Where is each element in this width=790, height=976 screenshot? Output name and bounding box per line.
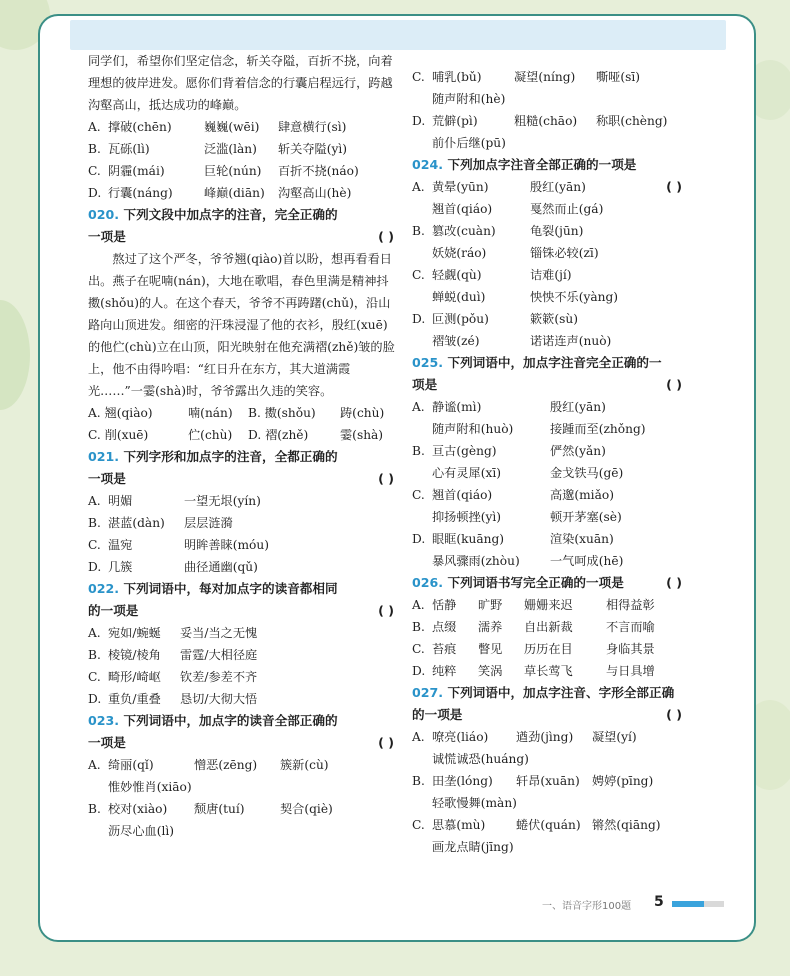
right-column (412, 66, 684, 858)
option-item: 旷野 (478, 598, 503, 612)
option-item: 殷红(yān) (530, 180, 586, 194)
option-item: 龟裂(jūn) (530, 224, 584, 238)
question-number: 025. (412, 355, 444, 370)
option-item: 田垄(lóng) (432, 774, 493, 788)
option-item: 泛滥(làn) (204, 142, 257, 156)
option-row (412, 836, 684, 858)
option-item: 黄晕(yūn) (432, 180, 489, 194)
option-row (412, 726, 684, 748)
option-item: 高邈(miǎo) (550, 488, 614, 502)
option-item: 笑涡 (478, 664, 503, 678)
option-item: 静谧(mì) (432, 400, 482, 414)
option-letter: D. (88, 560, 102, 574)
option-item: C. 削(xuē) (88, 428, 149, 442)
option-row (412, 770, 684, 792)
option-row (412, 506, 684, 528)
question-024 (412, 154, 684, 176)
option-row (88, 798, 396, 820)
option-letter: D. (412, 312, 426, 326)
option-item: 一望无垠(yín) (184, 494, 261, 508)
answer-blank: ( ) (378, 603, 394, 618)
option-item: 轻歌慢舞(màn) (432, 796, 517, 810)
option-row (412, 814, 684, 836)
option-letter: A. (412, 180, 425, 194)
option-item: 湛蓝(dàn) (108, 516, 165, 530)
option-item: 遒劲(jìng) (516, 730, 574, 744)
question-text: 下列加点字注音全部正确的一项是 (447, 157, 637, 172)
option-item: 嘹亮(liáo) (432, 730, 489, 744)
option-row (412, 308, 684, 330)
option-item: 妖娆(ráo) (432, 246, 487, 260)
option-item: 喃(nán) (188, 406, 233, 420)
option-item: 重负/重叠 (108, 692, 161, 706)
option-row (412, 528, 684, 550)
option-item: 瞥见 (478, 642, 503, 656)
option-item: 锱铢必较(zī) (530, 246, 599, 260)
option-item: 层层涟漪 (184, 516, 233, 530)
option-item: 沥尽心血(lì) (108, 824, 175, 838)
option-item: 巍巍(wēi) (204, 120, 260, 134)
question-text: 项是 (412, 377, 438, 392)
option-item: 巨轮(nún) (204, 164, 262, 178)
option-row (88, 424, 396, 446)
option-item: 百折不挠(náo) (278, 164, 359, 178)
option-letter: B. (412, 620, 425, 634)
option-row (88, 776, 396, 798)
background-leaf-decoration (0, 300, 30, 410)
question-text: 的一项是 (412, 707, 463, 722)
option-item: 畸形/崎岖 (108, 670, 161, 684)
option-row (88, 160, 396, 182)
option-letter: D. (412, 532, 426, 546)
section-label: 一、语音字形100题 (542, 901, 632, 912)
option-item: 前仆后继(pū) (432, 136, 506, 150)
intro-paragraph: 同学们，希望你们坚定信念，斩关夺隘，百折不挠，向着理想的彼岸进发。愿你们背着信念的行囊启程远行，跨越沟壑高山，抵达成功的峰巅。 (88, 54, 393, 112)
question-number: 020. (88, 207, 120, 222)
question-026 (412, 572, 684, 594)
option-letter: C. (412, 818, 425, 832)
option-item: 霎(shà) (340, 428, 384, 442)
option-item: 轩昂(xuān) (516, 774, 580, 788)
option-row (88, 490, 396, 512)
option-row (412, 66, 684, 88)
question-020 (88, 204, 396, 226)
answer-blank: ( ) (666, 575, 682, 590)
question-text: 下列词语中，加点字注音完全正确的一 (447, 355, 662, 370)
option-item: 明眸善睐(móu) (184, 538, 270, 552)
option-letter: C. (412, 642, 425, 656)
option-item: 褶皱(zé) (432, 334, 480, 348)
option-letter: D. (88, 186, 102, 200)
option-item: 历历在目 (524, 642, 573, 656)
option-item: 曲径通幽(qǔ) (184, 560, 258, 574)
option-item: 粗糙(chāo) (514, 114, 578, 128)
option-row (412, 330, 684, 352)
option-row (412, 638, 684, 660)
option-item: 瓦砾(lì) (108, 142, 150, 156)
option-item: 凝望(yí) (592, 730, 637, 744)
option-item: 暴风骤雨(zhòu) (432, 554, 520, 568)
option-item: 画龙点睛(jīng) (432, 840, 514, 854)
option-item: 濡养 (478, 620, 503, 634)
question-number: 022. (88, 581, 120, 596)
option-item: 荒僻(pì) (432, 114, 478, 128)
option-item: 契合(qiè) (280, 802, 333, 816)
option-item: 戛然而止(gá) (530, 202, 604, 216)
question-025-cont (412, 374, 684, 396)
option-item: 簌簌(sù) (530, 312, 578, 326)
option-item: 金戈铁马(gē) (550, 466, 624, 480)
option-row (412, 264, 684, 286)
option-letter: D. (412, 114, 426, 128)
option-item: 锵然(qiāng) (592, 818, 661, 832)
option-row (88, 622, 396, 644)
option-row (88, 402, 396, 424)
option-item: 亘古(gèng) (432, 444, 497, 458)
option-item: 雷霆/大相径庭 (180, 648, 258, 662)
option-row (412, 748, 684, 770)
option-item: B. 擞(shǒu) (248, 406, 316, 420)
option-letter: A. (88, 626, 101, 640)
question-number: 026. (412, 575, 444, 590)
question-text: 下列词语书写完全正确的一项是 (447, 575, 624, 590)
option-item: 肆意横行(sì) (278, 120, 347, 134)
option-row (88, 754, 396, 776)
option-item: 身临其景 (606, 642, 655, 656)
question-025 (412, 352, 684, 374)
option-row (88, 512, 396, 534)
option-row (412, 418, 684, 440)
question-022-cont (88, 600, 396, 622)
option-row (412, 616, 684, 638)
option-row (88, 666, 396, 688)
option-item: 恬静 (432, 598, 457, 612)
option-item: 斩关夺隘(yì) (278, 142, 348, 156)
option-item: 顿开茅塞(sè) (550, 510, 622, 524)
option-item: 颓唐(tuí) (194, 802, 245, 816)
option-item: 翘首(qiáo) (432, 202, 493, 216)
option-letter: B. (88, 142, 101, 156)
option-item: 纯粹 (432, 664, 457, 678)
option-item: 翘首(qiáo) (432, 488, 493, 502)
question-020-cont (88, 226, 396, 248)
option-item: 钦差/参差不齐 (180, 670, 258, 684)
option-row (412, 792, 684, 814)
option-item: 草长莺飞 (524, 664, 573, 678)
option-row (88, 820, 396, 842)
option-item: 恳切/大彻大悟 (180, 692, 258, 706)
option-item: 绮丽(qǐ) (108, 758, 154, 772)
option-item: 称职(chèng) (596, 114, 668, 128)
option-item: 思慕(mù) (432, 818, 486, 832)
answer-blank: ( ) (666, 707, 682, 722)
question-text: 下列词语中，加点字的读音全部正确的 (123, 713, 338, 728)
option-row (88, 138, 396, 160)
option-row (88, 644, 396, 666)
option-item: 随声附和(huò) (432, 422, 514, 436)
option-item: 几簇 (108, 560, 133, 574)
option-letter: A. (412, 400, 425, 414)
option-letter: D. (88, 692, 102, 706)
option-item: 阴霾(mái) (108, 164, 165, 178)
option-item: 怏怏不乐(yàng) (530, 290, 619, 304)
question-027-cont (412, 704, 684, 726)
option-item: 踌(chù) (340, 406, 385, 420)
option-item: 校对(xiào) (108, 802, 168, 816)
question-text: 的一项是 (88, 603, 139, 618)
option-letter: B. (88, 516, 101, 530)
question-number: 023. (88, 713, 120, 728)
option-item: 惟妙惟肖(xiāo) (108, 780, 192, 794)
option-row (412, 550, 684, 572)
option-item: 抑扬顿挫(yì) (432, 510, 502, 524)
q020-passage: 熬过了这个严冬，爷爷翘(qiào)首以盼，想再看看日出。燕子在呢喃(nán)，大地在歌唱，春色里满是精神抖擞(shǒu)的人。在这个春天，爷爷不再踌躇(chǔ)，沿山路向山顶进发。细密的汗珠浸湿了他的衣衫，殷红(xuē)的他伫(chù)立在山顶，阳光映射在他充满褶(zhě)皱的脸上，他不由得吟唱：“红日升在东方，其大道满霞光……”一霎(shà)时，爷爷露出久违的笑容。 (88, 252, 395, 398)
option-row (412, 176, 684, 198)
option-row (412, 660, 684, 682)
option-letter: B. (88, 802, 101, 816)
option-item: 峰巅(diān) (204, 186, 265, 200)
option-row (412, 594, 684, 616)
question-number: 027. (412, 685, 444, 700)
option-item: 蜷伏(quán) (516, 818, 581, 832)
option-item: 轻觑(qù) (432, 268, 482, 282)
option-item: 不言而喻 (606, 620, 655, 634)
option-item: 娉婷(pīng) (592, 774, 654, 788)
header-band (70, 20, 726, 50)
option-item: 凝望(níng) (514, 70, 576, 84)
option-row (412, 440, 684, 462)
option-item: 沟壑高山(hè) (278, 186, 352, 200)
answer-blank: ( ) (378, 229, 394, 244)
q019-options (88, 116, 396, 204)
question-023-cont (88, 732, 396, 754)
option-item: D. 褶(zhě) (248, 428, 309, 442)
option-item: 诺诺连声(nuò) (530, 334, 612, 348)
question-027 (412, 682, 684, 704)
option-letter: A. (412, 730, 425, 744)
option-row (88, 182, 396, 204)
option-item: 心有灵犀(xī) (432, 466, 502, 480)
option-item: 相得益彰 (606, 598, 655, 612)
option-item: 眼眶(kuāng) (432, 532, 505, 546)
answer-blank: ( ) (666, 179, 682, 194)
option-letter: C. (88, 538, 101, 552)
question-text: 下列字形和加点字的注音，全都正确的 (123, 449, 338, 464)
option-item: 一气呵成(hē) (550, 554, 624, 568)
page-number: 5 (654, 894, 664, 910)
option-item: A. 翘(qiào) (88, 406, 153, 420)
option-item: 随声附和(hè) (432, 92, 506, 106)
option-item: 篡改(cuàn) (432, 224, 496, 238)
question-text: 一项是 (88, 735, 126, 750)
option-item: 苔痕 (432, 642, 457, 656)
option-item: 俨然(yǎn) (550, 444, 606, 458)
option-letter: B. (412, 444, 425, 458)
option-item: 叵测(pǒu) (432, 312, 489, 326)
answer-blank: ( ) (378, 471, 394, 486)
question-text: 下列词语中，加点字注音、字形全部正确 (447, 685, 675, 700)
option-row (412, 484, 684, 506)
option-item: 明媚 (108, 494, 133, 508)
option-letter: C. (412, 268, 425, 282)
option-item: 哺乳(bǔ) (432, 70, 482, 84)
option-item: 憎恶(zēng) (194, 758, 258, 772)
option-letter: B. (412, 774, 425, 788)
option-item: 行囊(náng) (108, 186, 173, 200)
option-row (412, 242, 684, 264)
option-letter: C. (88, 164, 101, 178)
answer-blank: ( ) (666, 377, 682, 392)
option-row (412, 396, 684, 418)
option-item: 渲染(xuān) (550, 532, 614, 546)
option-item: 撑破(chēn) (108, 120, 172, 134)
option-row (88, 556, 396, 578)
option-item: 簇新(cù) (280, 758, 329, 772)
question-021-cont (88, 468, 396, 490)
option-letter: A. (88, 494, 101, 508)
option-item: 点缀 (432, 620, 457, 634)
option-item: 宛如/蜿蜒 (108, 626, 161, 640)
question-021 (88, 446, 396, 468)
option-letter: A. (412, 598, 425, 612)
option-item: 接踵而至(zhǒng) (550, 422, 646, 436)
left-column (88, 50, 396, 842)
question-text: 一项是 (88, 229, 126, 244)
option-item: 棱镜/棱角 (108, 648, 161, 662)
option-letter: D. (412, 664, 426, 678)
option-item: 姗姗来迟 (524, 598, 573, 612)
option-item: 妥当/当之无愧 (180, 626, 258, 640)
option-item: 自出新裁 (524, 620, 573, 634)
option-letter: C. (88, 670, 101, 684)
option-letter: B. (88, 648, 101, 662)
option-letter: C. (412, 488, 425, 502)
option-row (412, 220, 684, 242)
option-row (412, 110, 684, 132)
option-item: 与日具增 (606, 664, 655, 678)
option-row (412, 198, 684, 220)
question-number: 024. (412, 157, 444, 172)
question-text: 下列文段中加点字的注音，完全正确的 (123, 207, 338, 222)
footer-bar-accent (672, 901, 704, 907)
option-item: 蝉蜕(duì) (432, 290, 486, 304)
option-row (412, 286, 684, 308)
option-letter: B. (412, 224, 425, 238)
option-item: 伫(chù) (188, 428, 233, 442)
option-item: 温宛 (108, 538, 133, 552)
option-item: 诚慌诚恐(huáng) (432, 752, 529, 766)
question-023 (88, 710, 396, 732)
option-letter: A. (88, 120, 101, 134)
option-item: 诘难(jí) (530, 268, 572, 282)
question-text: 一项是 (88, 471, 126, 486)
option-row (412, 462, 684, 484)
option-row (412, 88, 684, 110)
option-item: 嘶哑(sī) (596, 70, 641, 84)
option-letter: A. (88, 758, 101, 772)
question-number: 021. (88, 449, 120, 464)
question-022 (88, 578, 396, 600)
option-letter: C. (412, 70, 425, 84)
question-text: 下列词语中，每对加点字的读音都相同 (123, 581, 338, 596)
option-row (88, 116, 396, 138)
option-row (88, 534, 396, 556)
option-row (412, 132, 684, 154)
option-row (88, 688, 396, 710)
answer-blank: ( ) (378, 735, 394, 750)
option-item: 殷红(yān) (550, 400, 606, 414)
